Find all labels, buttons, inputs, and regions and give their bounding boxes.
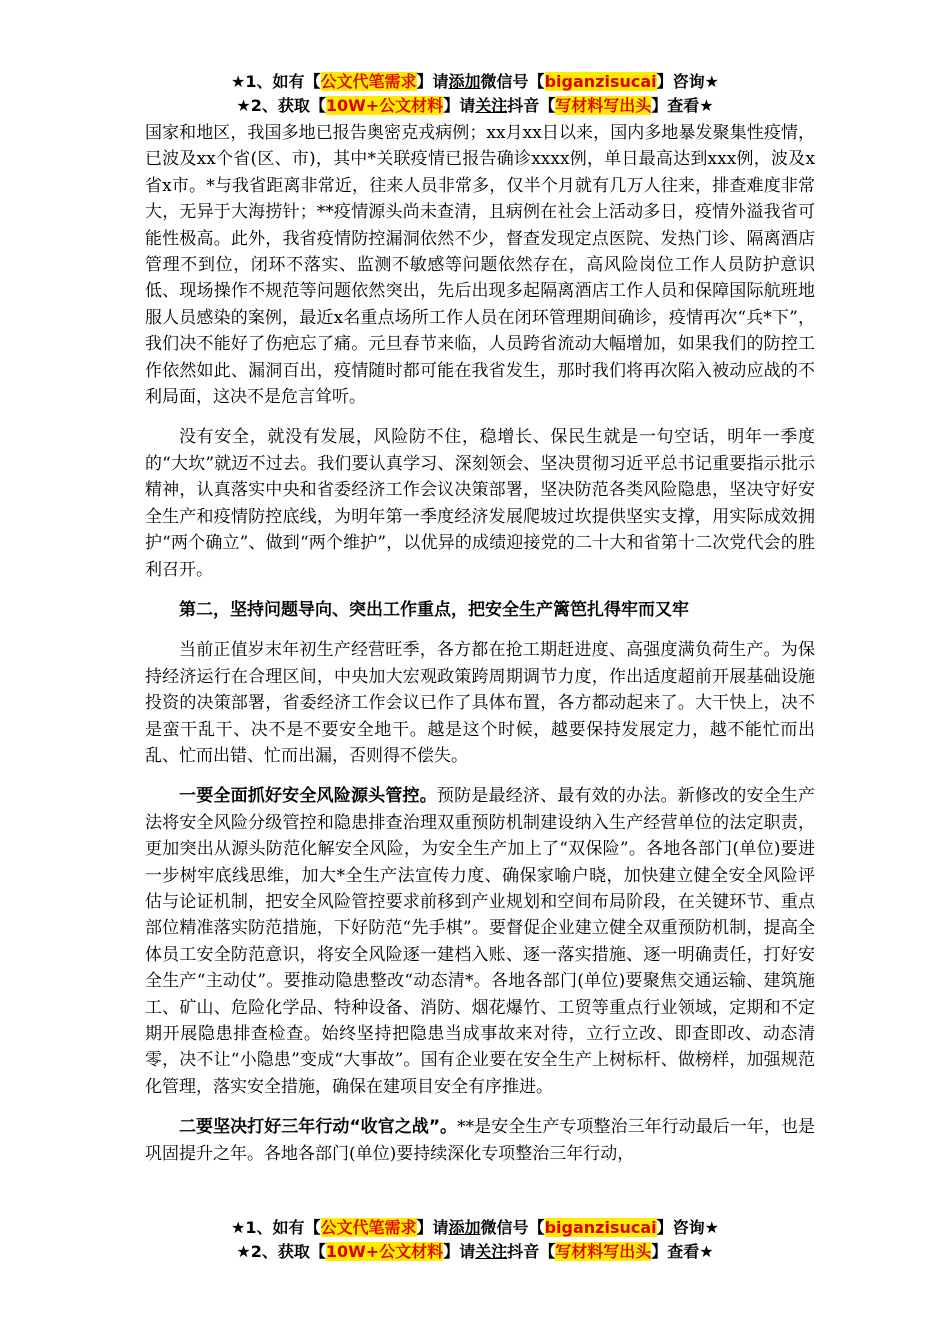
banner-text: ★1、如有【 [231,1218,321,1237]
paragraph-5-text: **是安全生产专项整治三年行动最后一年，也是巩固提升之年。各地各部门(单位)要持续深化专项整治三年行动， [145,1117,815,1164]
paragraph-1: 国家和地区，我国多地已报告奥密克戎病例；xx月xx日以来，国内多地暴发聚集性疫情，已波及xx个省(区、市)，其中*关联疫情已报告确诊xxxx例，单日最高达到xxx例，波及x省x市。*与我省距离非常近，往来人员非常多，仅半个月就有几万人往来，排查难度非常大，无异于大海捞针；**疫情源头尚未查清，且病例在社会上活动多日，疫情外溢我省可能性极高。此外，我省疫情防控漏洞依然不少，督查发现定点医院、发热门诊、隔离酒店管理不到位，闭环不落实、监测不敏感等问题依然存在，高风险岗位工作人员防护意识低、现场操作不规范等问题依然突出，先后出现多起隔离酒店工作人员和保障国际航班地服人员感染的案例，最近x名重点场所工作人员在闭环管理期间确诊，疫情再次“兵*下”，我们决不能好了伤疤忘了痛。元旦春节来临，人员跨省流动大幅增加，如果我们的防控工作依然如此、漏洞百出，疫情随时都可能在我省发生，那时我们将再次陷入被动应战的不利局面，这决不是危言耸听。 [145,123,815,408]
paragraph-4-text: 预防是最经济、最有效的办法。新修改的安全生产法将安全风险分级管控和隐患排查治理双重预防机制建设纳入生产经营单位的法定职责，更加突出从源头防范化解安全风险，为安全生产加上了“双保险”。各地各部门(单位)要进一步树牢底线思维，加大*全生产法宣传力度、确保家喻户晓，加快建立健全安全风险评估与论证机制，把安全风险管控要求前移到产业规划和空间布局阶段，在关键环节、重点部位精准落实防范措施，下好防范“先手棋”。要督促企业建立健全双重预防机制，提高全体员工安全防范意识，将安全风险逐一建档入账、逐一落实措施、逐一明确责任，打好安全生产“主动仗”。要推动隐患整改“动态清*。各地各部门(单位)要聚焦交通运输、建筑施工、矿山、危险化学品、特种设备、消防、烟花爆竹、工贸等重点行业领域，定期和不定期开展隐患排查检查。始终坚持把隐患当成事故来对待，立行立改、即查即改、动态清零，决不让“小隐患”变成“大事故”。国有企业要在安全生产上树标杆、做榜样，加强规范化管理，落实安全措施，确保在建项目安全有序推进。 [145,786,816,1097]
banner-text: 】请 [416,72,449,91]
banner-underline: 关注 [475,1242,508,1261]
document-body [145,120,815,1181]
promo-banner-top-line-1 [0,70,950,94]
section-heading-2: 第二，坚持问题导向、突出工作重点，把安全生产篱笆扎得牢而又牢 [179,599,689,620]
banner-highlight: 公文代笔需求 [320,72,417,91]
paragraph-2: 没有安全，就没有发展，风险防不住，稳增长、保民生就是一句空话，明年一季度的“大坎”就迈不过去。我们要认真学习、深刻领会、坚决贯彻习近平总书记重要指示批示精神，认真落实中央和省委经济工作会议决策部署，坚决防范各类风险隐患，坚决守好安全生产和疫情防控底线，为明年第一季度经济发展爬坡过坎提供坚实支撑，用实际成效拥护“两个确立”、做到“两个维护”，以优异的成绩迎接党的二十大和省第十二次党代会的胜利召开。 [145,427,815,580]
banner-highlight: biganzisucai [544,72,657,91]
banner-highlight: 公文代笔需求 [320,1218,417,1237]
banner-text: ★1、如有【 [231,72,321,91]
banner-highlight: 10W+公文材料 [325,96,444,115]
banner-text: 抖音【 [507,96,556,115]
paragraph-4-lead: 一要全面抓好安全风险源头管控。 [179,786,437,807]
banner-highlight: 10W+公文材料 [325,1242,444,1261]
banner-highlight: 写材料写出头 [555,1242,652,1261]
paragraph-4 [145,783,815,1100]
banner-underline: 关注 [475,96,508,115]
paragraph-5-lead: 二要坚决打好三年行动“收官之战”。 [179,1117,458,1138]
promo-banner-top-line-2 [0,94,950,118]
banner-underline: 添加 [448,72,481,91]
promo-banner-bottom-line-2 [0,1240,950,1264]
banner-highlight: biganzisucai [544,1218,657,1237]
banner-text: 】请 [416,1218,449,1237]
banner-text: ★2、获取【 [236,96,326,115]
promo-banner-bottom-line-1 [0,1216,950,1240]
banner-text: 微信号【 [480,72,545,91]
banner-text: 抖音【 [507,1242,556,1261]
banner-text: 】咨询★ [656,1218,719,1237]
banner-text: 】咨询★ [656,72,719,91]
banner-text: ★2、获取【 [236,1242,326,1261]
banner-text: 微信号【 [480,1218,545,1237]
paragraph-5 [145,1114,815,1167]
banner-highlight: 写材料写出头 [555,96,652,115]
banner-underline: 添加 [448,1218,481,1237]
paragraph-3: 当前正值岁末年初生产经营旺季，各方都在抢工期赶进度、高强度满负荷生产。为保持经济运行在合理区间，中央加大宏观政策跨周期调节力度，作出适度超前开展基础设施投资的决策部署，省委经济工作会议已作了具体布置，各方都动起来了。大干快上，决不是蛮干乱干、决不是不要安全地干。越是这个时候，越要保持发展定力，越不能忙而出乱、忙而出错、忙而出漏，否则得不偿失。 [145,640,815,766]
banner-text: 】请 [443,96,476,115]
banner-text: 】查看★ [651,96,714,115]
banner-text: 】请 [443,1242,476,1261]
banner-text: 】查看★ [651,1242,714,1261]
